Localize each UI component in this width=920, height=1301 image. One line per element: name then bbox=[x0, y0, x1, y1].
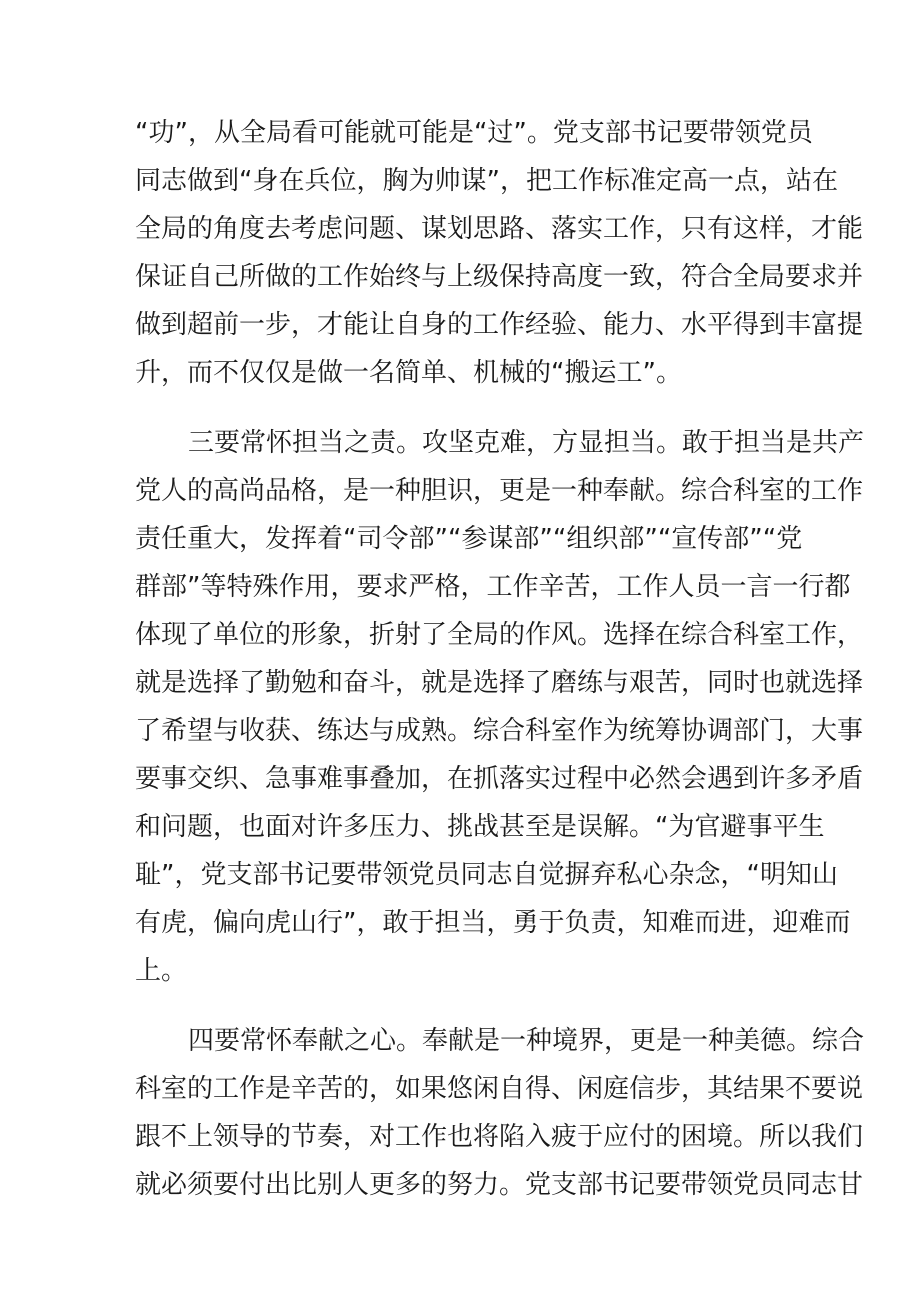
text-line: 科室的工作是辛苦的，如果悠闲自得、闲庭信步，其结果不要说 bbox=[135, 1074, 864, 1104]
text-line: 责任重大，发挥着“司令部”“参谋部”“组织部”“宣传部”“党 bbox=[135, 524, 803, 554]
text-line: 上。 bbox=[135, 956, 188, 986]
text-line: 群部”等特殊作用，要求严格，工作辛苦，工作人员一言一行都 bbox=[135, 572, 851, 602]
text-line: 体现了单位的形象，折射了全局的作风。选择在综合科室工作， bbox=[135, 620, 864, 650]
text-line: 耻”，党支部书记要带领党员同志自觉摒弃私心杂念，“明知山 bbox=[135, 860, 838, 890]
text-line: 同志做到“身在兵位，胸为帅谋”，把工作标准定高一点，站在 bbox=[135, 166, 838, 196]
text-line: 保证自己所做的工作始终与上级保持高度一致，符合全局要求并 bbox=[135, 262, 864, 292]
text-line: 要事交织、急事难事叠加，在抓落实过程中必然会遇到许多矛盾 bbox=[135, 764, 864, 794]
paragraph-start-line: 三要常怀担当之责。攻坚克难，方显担当。敢于担当是共产 bbox=[188, 428, 865, 458]
text-line: 做到超前一步，才能让自身的工作经验、能力、水平得到丰富提 bbox=[135, 310, 864, 340]
text-line: 就必须要付出比别人更多的努力。党支部书记要带领党员同志甘 bbox=[135, 1170, 864, 1200]
text-line: 和问题，也面对许多压力、挑战甚至是误解。“为官避事平生 bbox=[135, 812, 825, 842]
text-line: 全局的角度去考虑问题、谋划思路、落实工作，只有这样，才能 bbox=[135, 214, 864, 244]
text-line: 了希望与收获、练达与成熟。综合科室作为统筹协调部门，大事 bbox=[135, 716, 864, 746]
text-line: 跟不上领导的节奏，对工作也将陷入疲于应付的困境。所以我们 bbox=[135, 1122, 864, 1152]
text-line: 就是选择了勤勉和奋斗，就是选择了磨练与艰苦，同时也就选择 bbox=[135, 668, 864, 698]
paragraph-start-line: 四要常怀奉献之心。奉献是一种境界，更是一种美德。综合 bbox=[188, 1026, 865, 1056]
text-line: 有虎，偏向虎山行”，敢于担当，勇于负责，知难而进，迎难而 bbox=[135, 908, 851, 938]
text-line: 党人的高尚品格，是一种胆识，更是一种奉献。综合科室的工作 bbox=[135, 476, 864, 506]
text-line: “功”，从全局看可能就可能是“过”。党支部书记要带领党员 bbox=[135, 118, 813, 148]
text-line: 升，而不仅仅是做一名简单、机械的“搬运工”。 bbox=[135, 358, 682, 388]
